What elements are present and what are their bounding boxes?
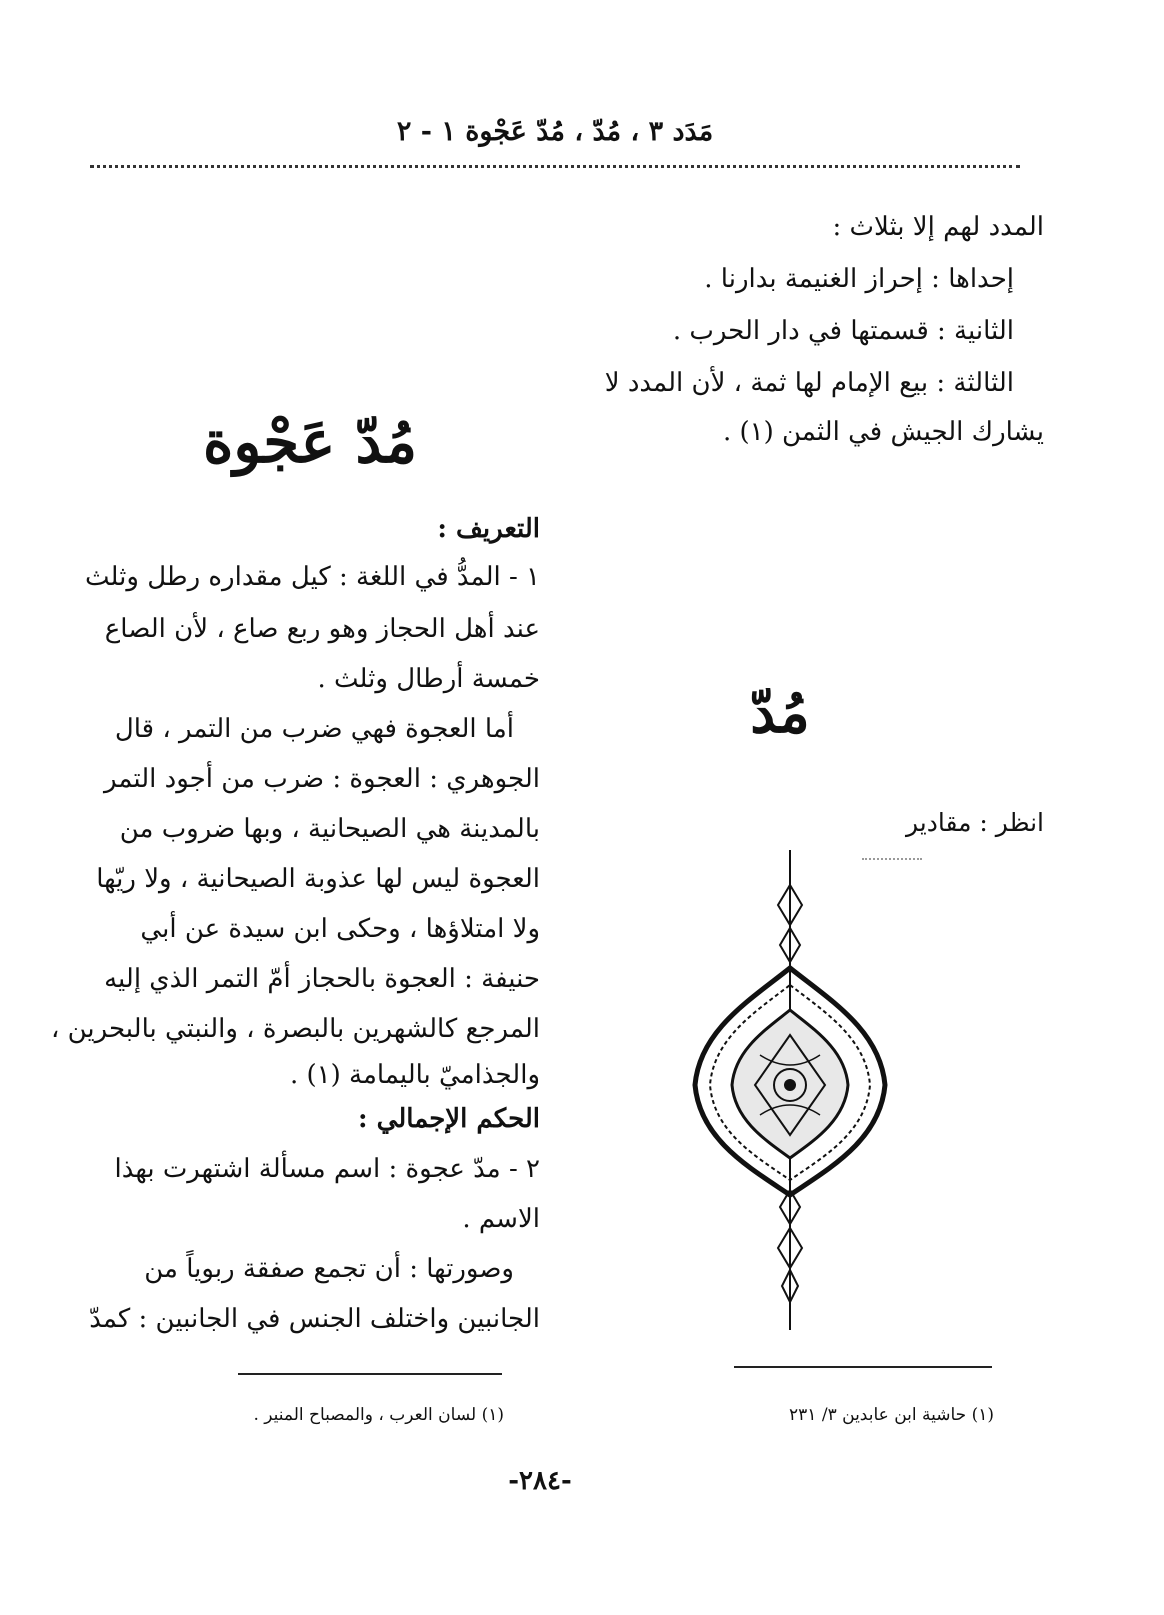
- see-also-reference: انظر : مقادير: [905, 808, 1044, 837]
- heading-definition: التعريف :: [437, 514, 540, 544]
- paragraph-line: ٢ - مدّ عجوة : اسم مسألة اشتهرت بهذا: [114, 1154, 540, 1184]
- paragraph-line: العجوة ليس لها عذوبة الصيحانية ، ولا ريّها: [96, 864, 540, 894]
- paragraph-line: أما العجوة فهي ضرب من التمر ، قال: [114, 714, 514, 744]
- section-title-madd-ajwa: مُدّ عَجْوة: [202, 408, 418, 476]
- footnote-rule-left: [238, 1373, 502, 1375]
- paragraph-line: عند أهل الحجاز وهو ربع صاع ، لأن الصاع: [104, 614, 540, 644]
- right-item-2: الثانية : قسمتها في دار الحرب .: [672, 316, 1014, 346]
- paragraph-line: ولا امتلاؤها ، وحكى ابن سيدة عن أبي: [140, 914, 540, 944]
- paragraph-line: وصورتها : أن تجمع صفقة ربوياً من: [144, 1254, 514, 1284]
- footnote-rule-right: [734, 1366, 992, 1368]
- footnote-left: (١) لسان العرب ، والمصباح المنير .: [253, 1405, 504, 1425]
- ornament-icon: [690, 850, 890, 1330]
- paragraph-line: ١ - المدُّ في اللغة : كيل مقداره رطل وثلث: [85, 562, 540, 592]
- running-header: مَدَد ٣ ، مُدّ ، مُدّ عَجْوة ١ - ٢: [396, 116, 714, 147]
- paragraph-line: حنيفة : العجوة بالحجاز أمّ التمر الذي إليه: [104, 964, 540, 994]
- page-number: -٢٨٤-: [508, 1466, 572, 1496]
- right-item-1: إحداها : إحراز الغنيمة بدارنا .: [704, 264, 1014, 294]
- right-item-3-continued: يشارك الجيش في الثمن (١) .: [722, 417, 1044, 447]
- right-lead-line: المدد لهم إلا بثلاث :: [832, 212, 1044, 242]
- heading-general-ruling: الحكم الإجمالي :: [358, 1104, 540, 1134]
- right-item-3: الثالثة : بيع الإمام لها ثمة ، لأن المدد لا: [604, 368, 1014, 398]
- paragraph-line: الجانبين واختلف الجنس في الجانبين : كمدّ: [89, 1304, 540, 1334]
- paragraph-line: والجذاميّ باليمامة (١) .: [289, 1060, 540, 1090]
- paragraph-line: الاسم .: [462, 1204, 540, 1234]
- paragraph-line: المرجع كالشهرين بالبصرة ، والنبتي بالبحرين ،: [50, 1014, 540, 1044]
- paragraph-line: خمسة أرطال وثلث .: [317, 664, 540, 694]
- paragraph-line: الجوهري : العجوة : ضرب من أجود التمر: [104, 764, 540, 794]
- header-dotted-rule: [90, 165, 1020, 168]
- section-title-madd: مُدّ: [750, 680, 810, 746]
- paragraph-line: بالمدينة هي الصيحانية ، وبها ضروب من: [119, 814, 540, 844]
- footnote-right: (١) حاشية ابن عابدين ٣/ ٢٣١: [789, 1405, 994, 1425]
